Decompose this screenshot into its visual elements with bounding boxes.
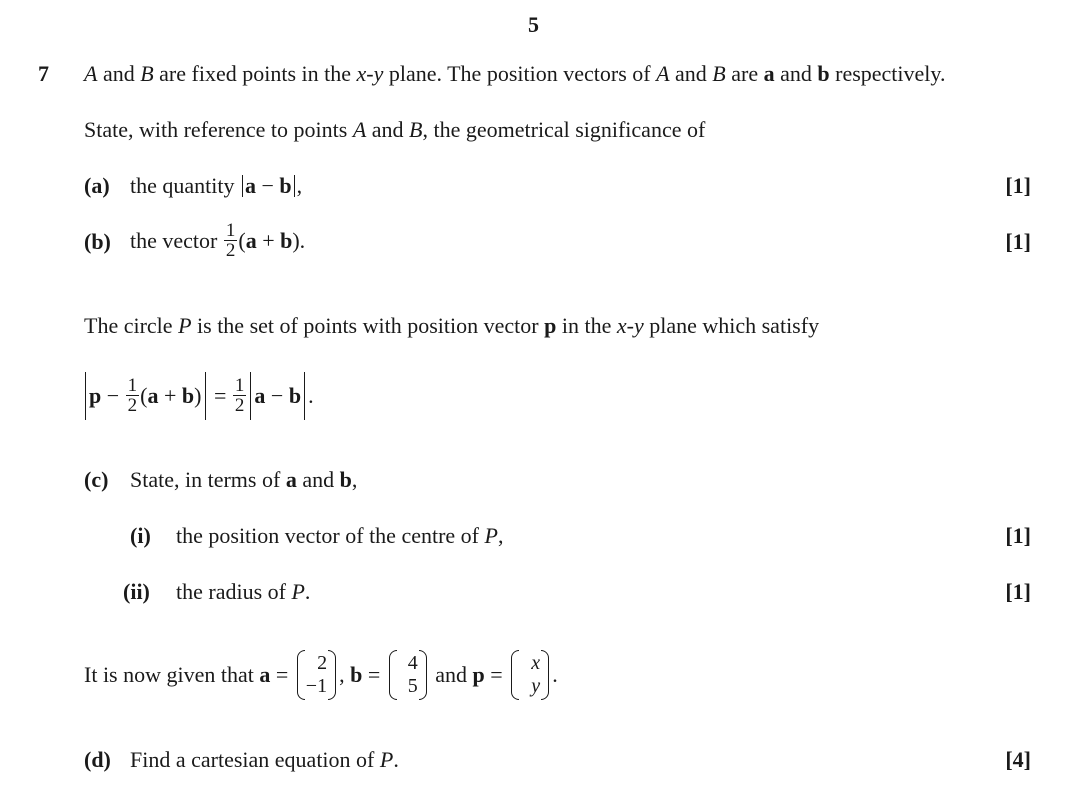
part-c-ii-label: (ii)	[123, 579, 150, 604]
part-c-ii-marks: [1]	[1005, 579, 1031, 604]
part-c-i-text: the position vector of the centre of P,	[176, 523, 504, 548]
state-instruction: State, with reference to points A and B, the geometrical significance of	[84, 117, 706, 142]
part-a-label: (a)	[84, 173, 110, 198]
part-b-label: (b)	[84, 229, 111, 254]
part-d-text: Find a cartesian equation of P.	[130, 747, 399, 772]
abs-bar	[85, 372, 86, 420]
half-fraction: $\frac{1}{2}$	[225, 220, 236, 262]
half-fraction: $\frac{1}{2}$	[234, 375, 245, 417]
part-c-label: (c)	[84, 467, 109, 492]
circle-equation: p − $\frac{1}{2}$ (a + b) = $\frac{1}{2}$ a − b .	[82, 368, 314, 424]
part-d-label: (d)	[84, 747, 111, 772]
abs-bar	[304, 372, 305, 420]
abs-bar	[294, 175, 295, 197]
circle-definition: The circle P is the set of points with position vector p in the x-y plane which satisfy	[84, 313, 820, 338]
vector-p-column: x y	[511, 650, 549, 700]
part-c-i-label: (i)	[130, 523, 151, 548]
abs-bar	[205, 372, 206, 420]
part-a-text: the quantity a − b ,	[130, 173, 303, 198]
question-intro: A and B are fixed points in the x-y plane. The position vectors of A and B are a and b respectively.	[84, 61, 946, 86]
vector-b-column: 4 5	[389, 650, 427, 700]
page-number: 5	[528, 12, 539, 37]
part-b-marks: [1]	[1005, 229, 1031, 254]
part-c-i-marks: [1]	[1005, 523, 1031, 548]
abs-bar	[250, 372, 251, 420]
given-vectors: It is now given that a = 2 −1 , b = 4 5 and p = x y .	[84, 640, 558, 710]
abs-bar	[242, 175, 243, 197]
part-d-marks: [4]	[1005, 747, 1031, 772]
part-b-text: the vector $\frac{1}{2}$ (a + b).	[130, 220, 306, 262]
vector-a-column: 2 −1	[297, 650, 336, 700]
half-fraction: $\frac{1}{2}$	[127, 375, 138, 417]
part-c-ii-text: the radius of P.	[176, 579, 311, 604]
part-c-text: State, in terms of a and b,	[130, 467, 358, 492]
question-number: 7	[38, 61, 49, 86]
part-a-marks: [1]	[1005, 173, 1031, 198]
